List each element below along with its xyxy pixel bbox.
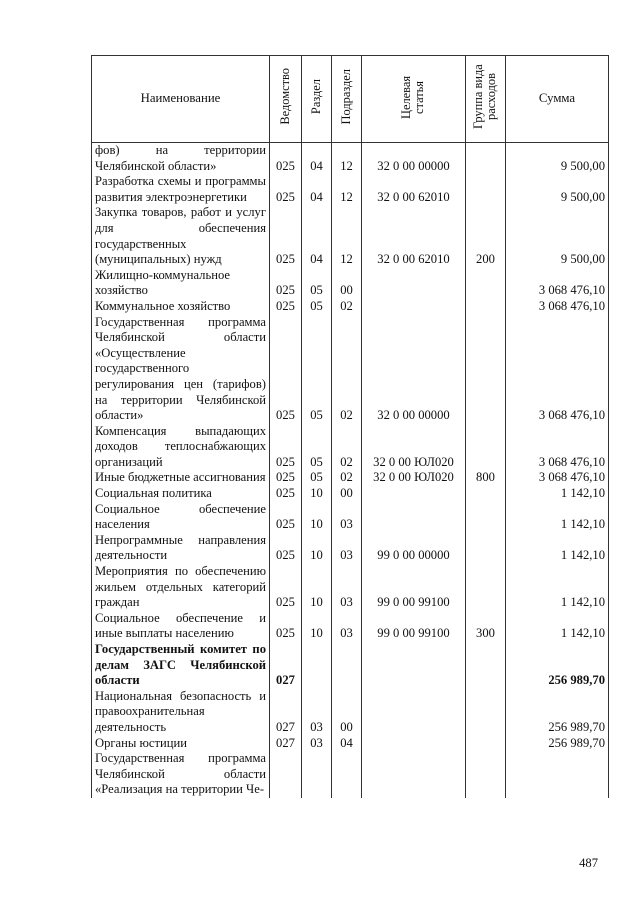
row-group: 800 — [466, 470, 506, 486]
row-name: Органы юстиции — [92, 736, 270, 752]
row-podrazdel: 00 — [332, 689, 362, 736]
row-podrazdel: 02 — [332, 424, 362, 471]
row-vedomstvo: 025 — [270, 502, 302, 533]
row-group: 200 — [466, 205, 506, 267]
header-sum: Сумма — [506, 56, 609, 143]
table-row — [92, 143, 609, 175]
row-vedomstvo: 025 — [270, 486, 302, 502]
row-target: 32 0 00 62010 — [362, 174, 466, 205]
row-target: 32 0 00 00000 — [362, 315, 466, 424]
row-razdel: 05 — [302, 315, 332, 424]
table-row — [92, 611, 609, 642]
row-vedomstvo: 025 — [270, 205, 302, 267]
table-row — [92, 424, 609, 471]
row-target: 32 0 00 ЮЛ020 — [362, 424, 466, 471]
row-vedomstvo — [270, 751, 302, 798]
table-row — [92, 642, 609, 689]
row-vedomstvo: 025 — [270, 470, 302, 486]
row-razdel: 03 — [302, 689, 332, 736]
row-target — [362, 642, 466, 689]
header-podrazdel: Подраздел — [332, 56, 362, 143]
row-podrazdel: 12 — [332, 143, 362, 175]
row-name: Мероприятия по обеспечению жильем отдельных категорий граждан — [92, 564, 270, 611]
table-header-row — [92, 56, 609, 143]
row-vedomstvo: 025 — [270, 611, 302, 642]
row-group — [466, 564, 506, 611]
row-razdel — [302, 642, 332, 689]
row-sum: 3 068 476,10 — [506, 315, 609, 424]
header-vedomstvo: Ведомство — [270, 56, 302, 143]
row-vedomstvo: 025 — [270, 268, 302, 299]
row-podrazdel: 02 — [332, 315, 362, 424]
row-podrazdel: 03 — [332, 502, 362, 533]
row-razdel: 04 — [302, 205, 332, 267]
row-target: 32 0 00 00000 — [362, 143, 466, 175]
row-podrazdel: 12 — [332, 174, 362, 205]
row-target — [362, 502, 466, 533]
row-target: 32 0 00 ЮЛ020 — [362, 470, 466, 486]
row-group — [466, 533, 506, 564]
row-vedomstvo: 027 — [270, 689, 302, 736]
row-vedomstvo: 025 — [270, 564, 302, 611]
row-name: Коммунальное хозяйство — [92, 299, 270, 315]
table-row — [92, 502, 609, 533]
row-podrazdel: 00 — [332, 486, 362, 502]
row-name: Государственный комитет по делам ЗАГС Челябинской области — [92, 642, 270, 689]
row-name: Иные бюджетные ассигнования — [92, 470, 270, 486]
table-row — [92, 470, 609, 486]
row-sum: 3 068 476,10 — [506, 299, 609, 315]
row-group — [466, 143, 506, 175]
table-row — [92, 736, 609, 752]
row-target — [362, 268, 466, 299]
row-sum: 1 142,10 — [506, 502, 609, 533]
row-sum: 3 068 476,10 — [506, 268, 609, 299]
row-vedomstvo: 025 — [270, 424, 302, 471]
row-sum: 3 068 476,10 — [506, 424, 609, 471]
table-row — [92, 689, 609, 736]
row-podrazdel: 02 — [332, 299, 362, 315]
row-group — [466, 689, 506, 736]
row-razdel: 04 — [302, 143, 332, 175]
page-number: 487 — [579, 856, 598, 870]
row-razdel: 04 — [302, 174, 332, 205]
row-podrazdel: 12 — [332, 205, 362, 267]
row-name: Непрограммные направления деятельности — [92, 533, 270, 564]
table-row — [92, 533, 609, 564]
row-group — [466, 315, 506, 424]
row-podrazdel — [332, 751, 362, 798]
row-razdel: 05 — [302, 299, 332, 315]
row-podrazdel: 03 — [332, 564, 362, 611]
row-razdel: 10 — [302, 611, 332, 642]
row-razdel: 10 — [302, 564, 332, 611]
row-razdel: 10 — [302, 502, 332, 533]
table-row — [92, 564, 609, 611]
header-target: Целевая статья — [362, 56, 466, 143]
row-podrazdel: 03 — [332, 611, 362, 642]
row-vedomstvo: 025 — [270, 315, 302, 424]
row-vedomstvo: 025 — [270, 299, 302, 315]
row-sum: 9 500,00 — [506, 174, 609, 205]
header-name: Наименование — [92, 56, 270, 143]
row-target — [362, 751, 466, 798]
row-group — [466, 424, 506, 471]
table-row — [92, 299, 609, 315]
row-razdel: 03 — [302, 736, 332, 752]
row-vedomstvo: 027 — [270, 642, 302, 689]
row-target — [362, 486, 466, 502]
row-target: 99 0 00 99100 — [362, 611, 466, 642]
row-sum: 1 142,10 — [506, 486, 609, 502]
row-group — [466, 299, 506, 315]
row-sum: 256 989,70 — [506, 736, 609, 752]
row-razdel: 05 — [302, 268, 332, 299]
row-sum: 1 142,10 — [506, 533, 609, 564]
header-group: Группа вида расходов — [466, 56, 506, 143]
row-name: Социальное обеспечение и иные выплаты населению — [92, 611, 270, 642]
row-group — [466, 486, 506, 502]
table-row — [92, 315, 609, 424]
row-podrazdel: 04 — [332, 736, 362, 752]
row-razdel: 05 — [302, 424, 332, 471]
row-name: Национальная безопасность и правоохранительная деятельность — [92, 689, 270, 736]
row-podrazdel: 00 — [332, 268, 362, 299]
row-name: Государственная программа Челябинской области «Осуществление государственного регулирования цен (тарифов) на территории Челябинской области» — [92, 315, 270, 424]
row-target — [362, 689, 466, 736]
row-target: 99 0 00 99100 — [362, 564, 466, 611]
header-razdel: Раздел — [302, 56, 332, 143]
row-sum: 3 068 476,10 — [506, 470, 609, 486]
row-name: Закупка товаров, работ и услуг для обеспечения государственных (муниципальных) нужд — [92, 205, 270, 267]
row-podrazdel: 02 — [332, 470, 362, 486]
row-group — [466, 502, 506, 533]
row-target: 99 0 00 00000 — [362, 533, 466, 564]
row-name: Жилищно-коммунальное хозяйство — [92, 268, 270, 299]
row-name: Разработка схемы и программы развития электроэнергетики — [92, 174, 270, 205]
table-body — [92, 143, 609, 798]
row-name: фов) на территории Челябинской области» — [92, 143, 270, 175]
table-row — [92, 174, 609, 205]
row-razdel — [302, 751, 332, 798]
row-podrazdel: 03 — [332, 533, 362, 564]
row-vedomstvo: 027 — [270, 736, 302, 752]
row-group — [466, 268, 506, 299]
row-razdel: 05 — [302, 470, 332, 486]
row-podrazdel — [332, 642, 362, 689]
budget-table — [91, 55, 609, 798]
table-row — [92, 268, 609, 299]
row-target: 32 0 00 62010 — [362, 205, 466, 267]
row-sum — [506, 751, 609, 798]
row-name: Государственная программа Челябинской области «Реализация на территории Че- — [92, 751, 270, 798]
row-group — [466, 736, 506, 752]
row-name: Социальное обеспечение населения — [92, 502, 270, 533]
row-sum: 1 142,10 — [506, 611, 609, 642]
row-group — [466, 751, 506, 798]
row-target — [362, 736, 466, 752]
row-sum: 9 500,00 — [506, 205, 609, 267]
row-vedomstvo: 025 — [270, 533, 302, 564]
row-group — [466, 642, 506, 689]
row-sum: 1 142,10 — [506, 564, 609, 611]
table-row — [92, 751, 609, 798]
row-name: Социальная политика — [92, 486, 270, 502]
row-target — [362, 299, 466, 315]
row-razdel: 10 — [302, 486, 332, 502]
row-sum: 256 989,70 — [506, 689, 609, 736]
row-vedomstvo: 025 — [270, 143, 302, 175]
row-name: Компенсация выпадающих доходов теплоснабжающих организаций — [92, 424, 270, 471]
row-vedomstvo: 025 — [270, 174, 302, 205]
row-group: 300 — [466, 611, 506, 642]
row-sum: 9 500,00 — [506, 143, 609, 175]
table-row — [92, 486, 609, 502]
row-sum: 256 989,70 — [506, 642, 609, 689]
row-group — [466, 174, 506, 205]
row-razdel: 10 — [302, 533, 332, 564]
table-row — [92, 205, 609, 267]
